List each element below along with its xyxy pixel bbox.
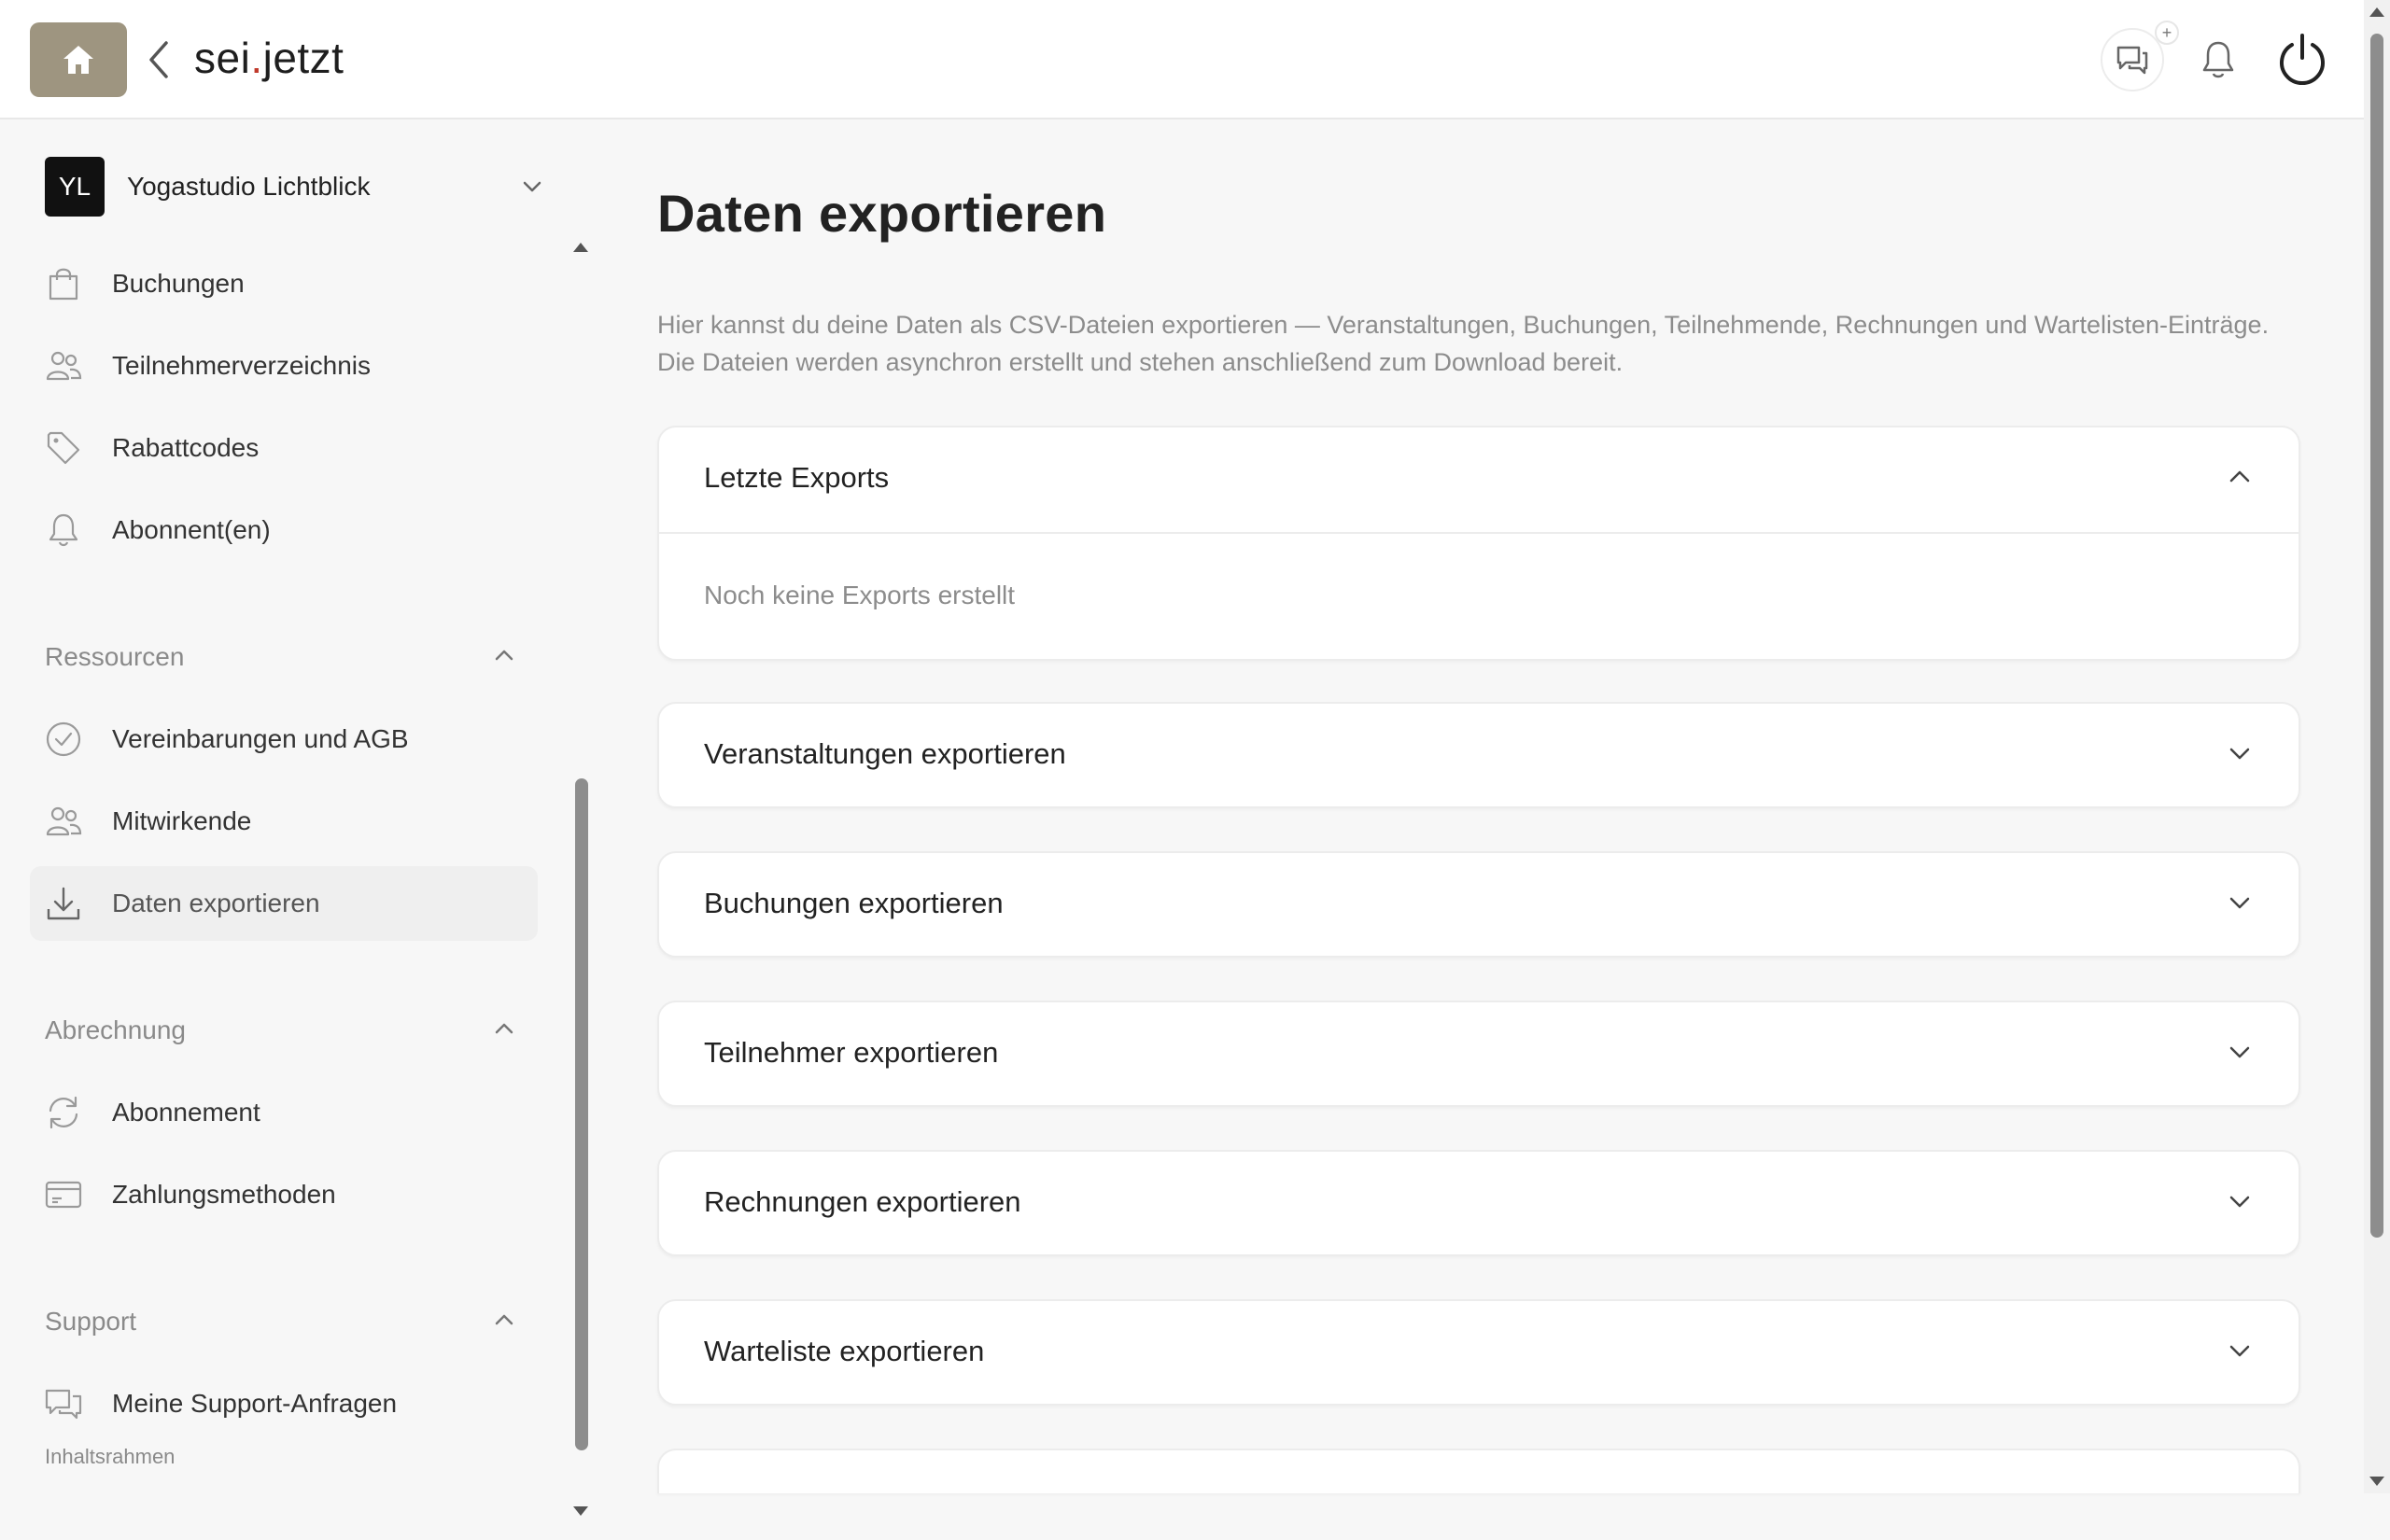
sidebar-item-label: Abonnement bbox=[112, 1098, 260, 1127]
export-card-header[interactable] bbox=[659, 853, 2299, 956]
export-card-partial[interactable] bbox=[657, 1449, 2300, 1493]
organization-switcher[interactable] bbox=[45, 157, 549, 217]
home-icon bbox=[62, 44, 95, 76]
card-divider bbox=[659, 532, 2299, 534]
sidebar-item-label: Daten exportieren bbox=[112, 889, 320, 917]
recent-exports-header[interactable] bbox=[659, 427, 2299, 530]
tag-icon bbox=[45, 429, 82, 467]
chat-plus-badge: + bbox=[2155, 21, 2179, 45]
export-card-teilnehmer bbox=[657, 1001, 2300, 1107]
sidebar-item-label: Buchungen bbox=[112, 269, 245, 298]
chevron-left-icon bbox=[146, 37, 172, 82]
sidebar-item-label: Abonnent(en) bbox=[112, 515, 271, 544]
section-abrechnung[interactable] bbox=[45, 1008, 521, 1053]
sidebar-scrollbar[interactable] bbox=[571, 233, 590, 1540]
sidebar-item-label: Vereinbarungen und AGB bbox=[112, 724, 409, 753]
refresh-icon bbox=[45, 1094, 82, 1131]
new-chat-button[interactable] bbox=[2101, 28, 2164, 91]
sidebar-scroll-down[interactable] bbox=[573, 1506, 588, 1516]
section-ressourcen[interactable] bbox=[45, 635, 521, 679]
chevron-down-icon bbox=[2228, 1189, 2252, 1213]
scroll-up-arrow[interactable] bbox=[2369, 7, 2384, 17]
export-card-veranstaltungen bbox=[657, 702, 2300, 808]
brand-suffix: jetzt bbox=[262, 34, 344, 82]
chevron-up-icon bbox=[493, 1309, 515, 1331]
chevron-up-icon bbox=[493, 644, 515, 666]
export-card-header[interactable] bbox=[659, 1002, 2299, 1105]
notifications-button[interactable] bbox=[2200, 37, 2237, 82]
check-circle-icon bbox=[45, 721, 82, 758]
card-title: Letzte Exports bbox=[704, 461, 890, 494]
sidebar-scroll-up[interactable] bbox=[573, 243, 588, 252]
sidebar-item-label: Zahlungsmethoden bbox=[112, 1180, 336, 1209]
chat-icon bbox=[2115, 44, 2150, 76]
brand-prefix: sei bbox=[194, 34, 251, 82]
top-bar bbox=[0, 0, 2364, 119]
chevron-up-icon bbox=[2228, 465, 2252, 489]
sidebar-item-daten-exportieren[interactable] bbox=[30, 866, 538, 941]
power-icon bbox=[2274, 32, 2330, 88]
export-card-header[interactable] bbox=[659, 1152, 2299, 1254]
chevron-down-icon bbox=[2228, 890, 2252, 915]
sidebar-item-abonnement[interactable] bbox=[30, 1075, 538, 1150]
sidebar-item-support-anfragen[interactable] bbox=[30, 1366, 538, 1441]
org-avatar: YL bbox=[45, 157, 105, 217]
sidebar-item-label: Mitwirkende bbox=[112, 806, 252, 835]
sidebar-item-vereinbarungen[interactable] bbox=[30, 702, 538, 777]
chevron-down-icon bbox=[521, 175, 543, 198]
chevron-down-icon bbox=[2228, 741, 2252, 765]
chevron-down-icon bbox=[2228, 1338, 2252, 1363]
bell-icon bbox=[45, 511, 82, 549]
export-card-warteliste bbox=[657, 1299, 2300, 1406]
org-name: Yogastudio Lichtblick bbox=[127, 172, 371, 201]
credit-card-icon bbox=[45, 1176, 82, 1213]
logout-button[interactable] bbox=[2274, 32, 2330, 88]
shopping-bag-icon bbox=[45, 265, 82, 302]
sidebar-item-teilnehmerverzeichnis[interactable] bbox=[30, 329, 538, 403]
card-title: Warteliste exportieren bbox=[704, 1335, 985, 1367]
section-title: Support bbox=[45, 1307, 137, 1336]
window-scrollbar[interactable] bbox=[2364, 0, 2390, 1493]
page-title: Daten exportieren bbox=[657, 184, 1107, 243]
export-card-header[interactable] bbox=[659, 704, 2299, 806]
sidebar-item-abonnenten[interactable] bbox=[30, 493, 538, 567]
users-icon bbox=[45, 803, 82, 840]
chevron-up-icon bbox=[493, 1017, 515, 1040]
sidebar-item-label: Meine Support-Anfragen bbox=[112, 1389, 398, 1418]
empty-state-text: Noch keine Exports erstellt bbox=[704, 581, 1016, 609]
sidebar-scroll-thumb[interactable] bbox=[575, 778, 588, 1450]
chat-icon bbox=[45, 1385, 82, 1422]
export-card-buchungen bbox=[657, 851, 2300, 958]
scrollbar-thumb[interactable] bbox=[2370, 34, 2383, 1238]
brand-dot: . bbox=[250, 34, 263, 82]
sidebar bbox=[0, 121, 598, 1493]
recent-exports-card bbox=[657, 426, 2300, 661]
back-button[interactable] bbox=[146, 37, 172, 82]
card-title: Veranstaltungen exportieren bbox=[704, 737, 1066, 770]
card-title: Buchungen exportieren bbox=[704, 887, 1004, 919]
section-support[interactable] bbox=[45, 1299, 521, 1344]
sidebar-item-label: Teilnehmerverzeichnis bbox=[112, 351, 372, 380]
home-button[interactable] bbox=[30, 22, 127, 97]
sidebar-item-zahlungsmethoden[interactable] bbox=[30, 1157, 538, 1232]
sidebar-item-mitwirkende[interactable] bbox=[30, 784, 538, 859]
brand-logo[interactable] bbox=[194, 32, 344, 84]
sidebar-item-label: Rabattcodes bbox=[112, 433, 260, 462]
sidebar-item-buchungen[interactable] bbox=[30, 246, 538, 321]
page-description: Hier kannst du deine Daten als CSV-Dateien exportieren — Veranstaltungen, Buchungen, Teilnehmende, Rechnungen und Wartelisten-Einträge. Die Dateien werden asynchron erstellt und stehen anschließend zum Download bereit. bbox=[657, 311, 2270, 376]
export-card-header[interactable] bbox=[659, 1301, 2299, 1404]
export-card-rechnungen bbox=[657, 1150, 2300, 1256]
download-icon bbox=[45, 885, 82, 922]
chevron-down-icon bbox=[2228, 1040, 2252, 1064]
bell-icon bbox=[2200, 37, 2237, 82]
scroll-down-arrow[interactable] bbox=[2369, 1477, 2384, 1486]
card-title: Rechnungen exportieren bbox=[704, 1185, 1021, 1218]
users-icon bbox=[45, 347, 82, 385]
sidebar-item-rabattcodes[interactable] bbox=[30, 411, 538, 485]
frame-label: Inhaltsrahmen bbox=[45, 1445, 176, 1468]
section-title: Abrechnung bbox=[45, 1015, 187, 1044]
card-title: Teilnehmer exportieren bbox=[704, 1036, 999, 1069]
section-title: Ressourcen bbox=[45, 642, 185, 671]
